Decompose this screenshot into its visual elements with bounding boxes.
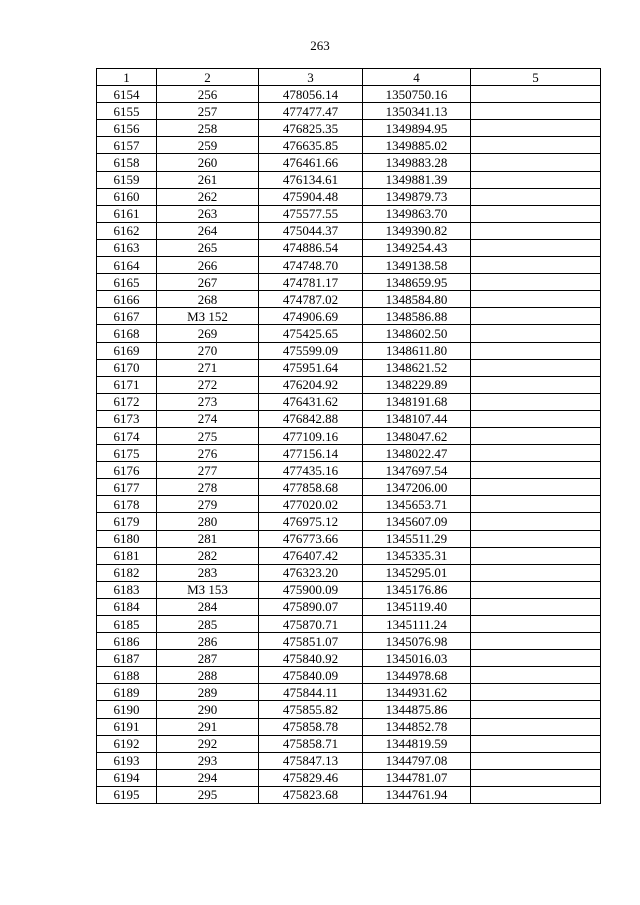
table-cell-col-4: 1345511.29	[363, 530, 471, 547]
table-cell-col-2: 280	[157, 513, 259, 530]
table-cell-col-4: 1347206.00	[363, 479, 471, 496]
table-cell-col-4: 1349881.39	[363, 171, 471, 188]
table-row	[97, 479, 601, 496]
table-cell-col-1: 6160	[97, 188, 157, 205]
table-row	[97, 103, 601, 120]
table-cell-col-3: 475855.82	[259, 701, 363, 718]
table-cell-col-1: 6154	[97, 86, 157, 103]
table-cell-col-3: 476825.35	[259, 120, 363, 137]
table-cell-col-4: 1344875.86	[363, 701, 471, 718]
table-cell-col-3: 474886.54	[259, 239, 363, 256]
table-cell-col-2: 293	[157, 752, 259, 769]
table-cell-col-5	[471, 752, 601, 769]
table-row	[97, 598, 601, 615]
table-cell-col-5	[471, 308, 601, 325]
table-cell-col-1: 6165	[97, 274, 157, 291]
table-cell-col-2: 291	[157, 718, 259, 735]
table-cell-col-2: 260	[157, 154, 259, 171]
table-cell-col-1: 6177	[97, 479, 157, 496]
table-cell-col-5	[471, 513, 601, 530]
table-cell-col-3: 475425.65	[259, 325, 363, 342]
coordinates-table	[96, 68, 601, 804]
table-cell-col-4: 1345119.40	[363, 598, 471, 615]
table-cell-col-1: 6156	[97, 120, 157, 137]
table-cell-col-2: 279	[157, 496, 259, 513]
table-cell-col-3: 475844.11	[259, 684, 363, 701]
table-cell-col-3: 476635.85	[259, 137, 363, 154]
table-cell-col-4: 1344978.68	[363, 667, 471, 684]
table-cell-col-4: 1347697.54	[363, 462, 471, 479]
table-cell-col-4: 1348191.68	[363, 393, 471, 410]
table-cell-col-1: 6164	[97, 257, 157, 274]
table-row	[97, 701, 601, 718]
table-cell-col-5	[471, 393, 601, 410]
table-cell-col-5	[471, 376, 601, 393]
table-cell-col-4: 1349254.43	[363, 239, 471, 256]
table-cell-col-3: 477109.16	[259, 427, 363, 444]
table-cell-col-3: 475951.64	[259, 359, 363, 376]
table-cell-col-3: 475870.71	[259, 616, 363, 633]
table-cell-col-4: 1348584.80	[363, 291, 471, 308]
table-cell-col-1: 6168	[97, 325, 157, 342]
table-cell-col-1: 6169	[97, 342, 157, 359]
table-row	[97, 188, 601, 205]
table-cell-col-4: 1345176.86	[363, 581, 471, 598]
table-cell-col-5	[471, 274, 601, 291]
table-cell-col-2: 284	[157, 598, 259, 615]
table-cell-col-2: 259	[157, 137, 259, 154]
table-cell-col-4: 1348022.47	[363, 445, 471, 462]
table-cell-col-4: 1348047.62	[363, 427, 471, 444]
table-row	[97, 154, 601, 171]
table-cell-col-3: 475599.09	[259, 342, 363, 359]
table-cell-col-5	[471, 445, 601, 462]
table-row	[97, 410, 601, 427]
table-cell-col-1: 6173	[97, 410, 157, 427]
table-cell-col-1: 6187	[97, 650, 157, 667]
table-cell-col-3: 475840.09	[259, 667, 363, 684]
table-cell-col-5	[471, 769, 601, 786]
table-row	[97, 564, 601, 581]
table-cell-col-4: 1349863.70	[363, 205, 471, 222]
table-row	[97, 205, 601, 222]
table-cell-col-4: 1350341.13	[363, 103, 471, 120]
table-cell-col-2: 264	[157, 222, 259, 239]
table-cell-col-5	[471, 410, 601, 427]
table-cell-col-1: 6190	[97, 701, 157, 718]
table-row	[97, 291, 601, 308]
table-cell-col-4: 1350750.16	[363, 86, 471, 103]
table-cell-col-3: 475858.71	[259, 735, 363, 752]
table-cell-col-3: 475044.37	[259, 222, 363, 239]
table-cell-col-1: 6192	[97, 735, 157, 752]
table-cell-col-1: 6157	[97, 137, 157, 154]
table-cell-col-4: 1349885.02	[363, 137, 471, 154]
table-cell-col-5	[471, 598, 601, 615]
table-cell-col-2: 266	[157, 257, 259, 274]
table-cell-col-2: 288	[157, 667, 259, 684]
column-header-1: 1	[97, 69, 157, 86]
table-cell-col-4: 1345076.98	[363, 633, 471, 650]
page-number: 263	[310, 38, 330, 53]
table-cell-col-2: 257	[157, 103, 259, 120]
table-cell-col-3: 477477.47	[259, 103, 363, 120]
table-cell-col-3: 478056.14	[259, 86, 363, 103]
table-cell-col-4: 1344819.59	[363, 735, 471, 752]
table-cell-col-5	[471, 120, 601, 137]
table-body	[97, 86, 601, 804]
table-cell-col-1: 6166	[97, 291, 157, 308]
table-cell-col-3: 474748.70	[259, 257, 363, 274]
table-cell-col-3: 476204.92	[259, 376, 363, 393]
table-cell-col-4: 1344931.62	[363, 684, 471, 701]
table-cell-col-3: 476461.66	[259, 154, 363, 171]
table-cell-col-4: 1344797.08	[363, 752, 471, 769]
table-cell-col-5	[471, 496, 601, 513]
table-cell-col-4: 1348611.80	[363, 342, 471, 359]
table-cell-col-1: 6182	[97, 564, 157, 581]
table-cell-col-3: 477020.02	[259, 496, 363, 513]
table-cell-col-3: 475904.48	[259, 188, 363, 205]
table-cell-col-3: 475858.78	[259, 718, 363, 735]
table-cell-col-4: 1344761.94	[363, 786, 471, 803]
table-cell-col-5	[471, 137, 601, 154]
table-cell-col-5	[471, 171, 601, 188]
table-cell-col-1: 6170	[97, 359, 157, 376]
table-cell-col-3: 474781.17	[259, 274, 363, 291]
table-cell-col-2: 275	[157, 427, 259, 444]
table-cell-col-5	[471, 650, 601, 667]
table-cell-col-1: 6172	[97, 393, 157, 410]
table-cell-col-2: 262	[157, 188, 259, 205]
table-cell-col-4: 1349883.28	[363, 154, 471, 171]
table-cell-col-3: 477858.68	[259, 479, 363, 496]
table-cell-col-5	[471, 86, 601, 103]
table-cell-col-2: 261	[157, 171, 259, 188]
table-cell-col-3: 475823.68	[259, 786, 363, 803]
table-cell-col-1: 6189	[97, 684, 157, 701]
table-cell-col-2: 271	[157, 359, 259, 376]
table-cell-col-2: МЗ 152	[157, 308, 259, 325]
table-cell-col-5	[471, 325, 601, 342]
table-cell-col-3: 476842.88	[259, 410, 363, 427]
table-cell-col-1: 6161	[97, 205, 157, 222]
table-cell-col-2: 256	[157, 86, 259, 103]
table-cell-col-5	[471, 462, 601, 479]
table-cell-col-5	[471, 667, 601, 684]
table-cell-col-2: МЗ 153	[157, 581, 259, 598]
table-cell-col-1: 6159	[97, 171, 157, 188]
table-cell-col-4: 1345607.09	[363, 513, 471, 530]
table-cell-col-5	[471, 701, 601, 718]
table-cell-col-5	[471, 633, 601, 650]
table-cell-col-1: 6162	[97, 222, 157, 239]
table-cell-col-2: 272	[157, 376, 259, 393]
table-cell-col-5	[471, 718, 601, 735]
table-row	[97, 445, 601, 462]
table-cell-col-2: 274	[157, 410, 259, 427]
table-row	[97, 86, 601, 103]
table-row	[97, 137, 601, 154]
table-row	[97, 342, 601, 359]
table-cell-col-4: 1345111.24	[363, 616, 471, 633]
table-cell-col-2: 286	[157, 633, 259, 650]
table-cell-col-2: 295	[157, 786, 259, 803]
table-row	[97, 513, 601, 530]
table-cell-col-4: 1348229.89	[363, 376, 471, 393]
table-cell-col-3: 475900.09	[259, 581, 363, 598]
table-row	[97, 308, 601, 325]
table-cell-col-5	[471, 257, 601, 274]
table-row	[97, 530, 601, 547]
table-cell-col-1: 6171	[97, 376, 157, 393]
table-row	[97, 171, 601, 188]
table-row	[97, 684, 601, 701]
table-cell-col-5	[471, 239, 601, 256]
table-cell-col-1: 6186	[97, 633, 157, 650]
table-cell-col-4: 1348602.50	[363, 325, 471, 342]
table-cell-col-1: 6184	[97, 598, 157, 615]
table-cell-col-2: 281	[157, 530, 259, 547]
table-cell-col-4: 1345335.31	[363, 547, 471, 564]
table-cell-col-5	[471, 427, 601, 444]
table-cell-col-2: 287	[157, 650, 259, 667]
table-cell-col-5	[471, 530, 601, 547]
table-cell-col-3: 475851.07	[259, 633, 363, 650]
column-header-5: 5	[471, 69, 601, 86]
table-cell-col-5	[471, 103, 601, 120]
table-cell-col-2: 269	[157, 325, 259, 342]
table-cell-col-2: 283	[157, 564, 259, 581]
table-cell-col-3: 477435.16	[259, 462, 363, 479]
table-row	[97, 718, 601, 735]
table-cell-col-5	[471, 616, 601, 633]
table-cell-col-1: 6175	[97, 445, 157, 462]
table-row	[97, 547, 601, 564]
table-cell-col-1: 6163	[97, 239, 157, 256]
table-cell-col-2: 268	[157, 291, 259, 308]
table-cell-col-5	[471, 291, 601, 308]
table-header-row	[97, 69, 601, 86]
table-cell-col-2: 265	[157, 239, 259, 256]
table-cell-col-5	[471, 359, 601, 376]
table-cell-col-4: 1344852.78	[363, 718, 471, 735]
table-cell-col-1: 6176	[97, 462, 157, 479]
table-cell-col-5	[471, 564, 601, 581]
table-cell-col-2: 263	[157, 205, 259, 222]
table-row	[97, 222, 601, 239]
table-cell-col-4: 1348107.44	[363, 410, 471, 427]
table-cell-col-2: 277	[157, 462, 259, 479]
table-cell-col-3: 475577.55	[259, 205, 363, 222]
table-cell-col-3: 475840.92	[259, 650, 363, 667]
table-row	[97, 633, 601, 650]
table-cell-col-5	[471, 222, 601, 239]
table-row	[97, 581, 601, 598]
table-cell-col-4: 1348586.88	[363, 308, 471, 325]
table-cell-col-5	[471, 786, 601, 803]
table-cell-col-2: 289	[157, 684, 259, 701]
table-cell-col-2: 292	[157, 735, 259, 752]
table-cell-col-1: 6185	[97, 616, 157, 633]
table-cell-col-3: 475847.13	[259, 752, 363, 769]
table-cell-col-3: 475829.46	[259, 769, 363, 786]
table-row	[97, 393, 601, 410]
column-header-2: 2	[157, 69, 259, 86]
table-row	[97, 769, 601, 786]
table-cell-col-1: 6174	[97, 427, 157, 444]
table-cell-col-4: 1345295.01	[363, 564, 471, 581]
table-cell-col-5	[471, 735, 601, 752]
column-header-4: 4	[363, 69, 471, 86]
table-cell-col-1: 6193	[97, 752, 157, 769]
table-row	[97, 376, 601, 393]
table-cell-col-3: 477156.14	[259, 445, 363, 462]
table-row	[97, 496, 601, 513]
table-cell-col-1: 6167	[97, 308, 157, 325]
table-cell-col-4: 1349894.95	[363, 120, 471, 137]
table-cell-col-5	[471, 188, 601, 205]
table-cell-col-3: 476773.66	[259, 530, 363, 547]
table-cell-col-2: 276	[157, 445, 259, 462]
table-cell-col-4: 1349138.58	[363, 257, 471, 274]
table-cell-col-1: 6158	[97, 154, 157, 171]
table-cell-col-4: 1349879.73	[363, 188, 471, 205]
table-row	[97, 786, 601, 803]
table-row	[97, 650, 601, 667]
table-cell-col-5	[471, 581, 601, 598]
table-cell-col-2: 290	[157, 701, 259, 718]
table-row	[97, 257, 601, 274]
table-cell-col-1: 6181	[97, 547, 157, 564]
table-row	[97, 752, 601, 769]
table-cell-col-1: 6191	[97, 718, 157, 735]
table-row	[97, 667, 601, 684]
table-cell-col-3: 474787.02	[259, 291, 363, 308]
table-cell-col-1: 6195	[97, 786, 157, 803]
table-cell-col-1: 6178	[97, 496, 157, 513]
table-cell-col-5	[471, 154, 601, 171]
table-cell-col-5	[471, 547, 601, 564]
table-cell-col-1: 6183	[97, 581, 157, 598]
table-cell-col-2: 294	[157, 769, 259, 786]
table-row	[97, 462, 601, 479]
table-cell-col-2: 273	[157, 393, 259, 410]
table-cell-col-1: 6194	[97, 769, 157, 786]
table-cell-col-3: 475890.07	[259, 598, 363, 615]
table-cell-col-2: 285	[157, 616, 259, 633]
table-cell-col-4: 1348659.95	[363, 274, 471, 291]
table-cell-col-5	[471, 479, 601, 496]
table-cell-col-1: 6188	[97, 667, 157, 684]
table-row	[97, 274, 601, 291]
table-cell-col-5	[471, 342, 601, 359]
table-cell-col-3: 476407.42	[259, 547, 363, 564]
table-cell-col-5	[471, 205, 601, 222]
table-cell-col-2: 258	[157, 120, 259, 137]
table-cell-col-1: 6155	[97, 103, 157, 120]
table-row	[97, 616, 601, 633]
table-cell-col-2: 278	[157, 479, 259, 496]
table-cell-col-3: 476431.62	[259, 393, 363, 410]
table-cell-col-4: 1344781.07	[363, 769, 471, 786]
table-cell-col-2: 282	[157, 547, 259, 564]
table-cell-col-5	[471, 684, 601, 701]
table-row	[97, 325, 601, 342]
table-cell-col-3: 476134.61	[259, 171, 363, 188]
table-row	[97, 359, 601, 376]
table-cell-col-4: 1348621.52	[363, 359, 471, 376]
table-row	[97, 239, 601, 256]
table-cell-col-4: 1345016.03	[363, 650, 471, 667]
table-cell-col-3: 474906.69	[259, 308, 363, 325]
table-cell-col-4: 1349390.82	[363, 222, 471, 239]
table-cell-col-3: 476975.12	[259, 513, 363, 530]
table-row	[97, 120, 601, 137]
table-cell-col-1: 6180	[97, 530, 157, 547]
table-cell-col-4: 1345653.71	[363, 496, 471, 513]
table-cell-col-2: 267	[157, 274, 259, 291]
table-cell-col-2: 270	[157, 342, 259, 359]
column-header-3: 3	[259, 69, 363, 86]
table-cell-col-1: 6179	[97, 513, 157, 530]
table-cell-col-3: 476323.20	[259, 564, 363, 581]
table-row	[97, 427, 601, 444]
table-row	[97, 735, 601, 752]
